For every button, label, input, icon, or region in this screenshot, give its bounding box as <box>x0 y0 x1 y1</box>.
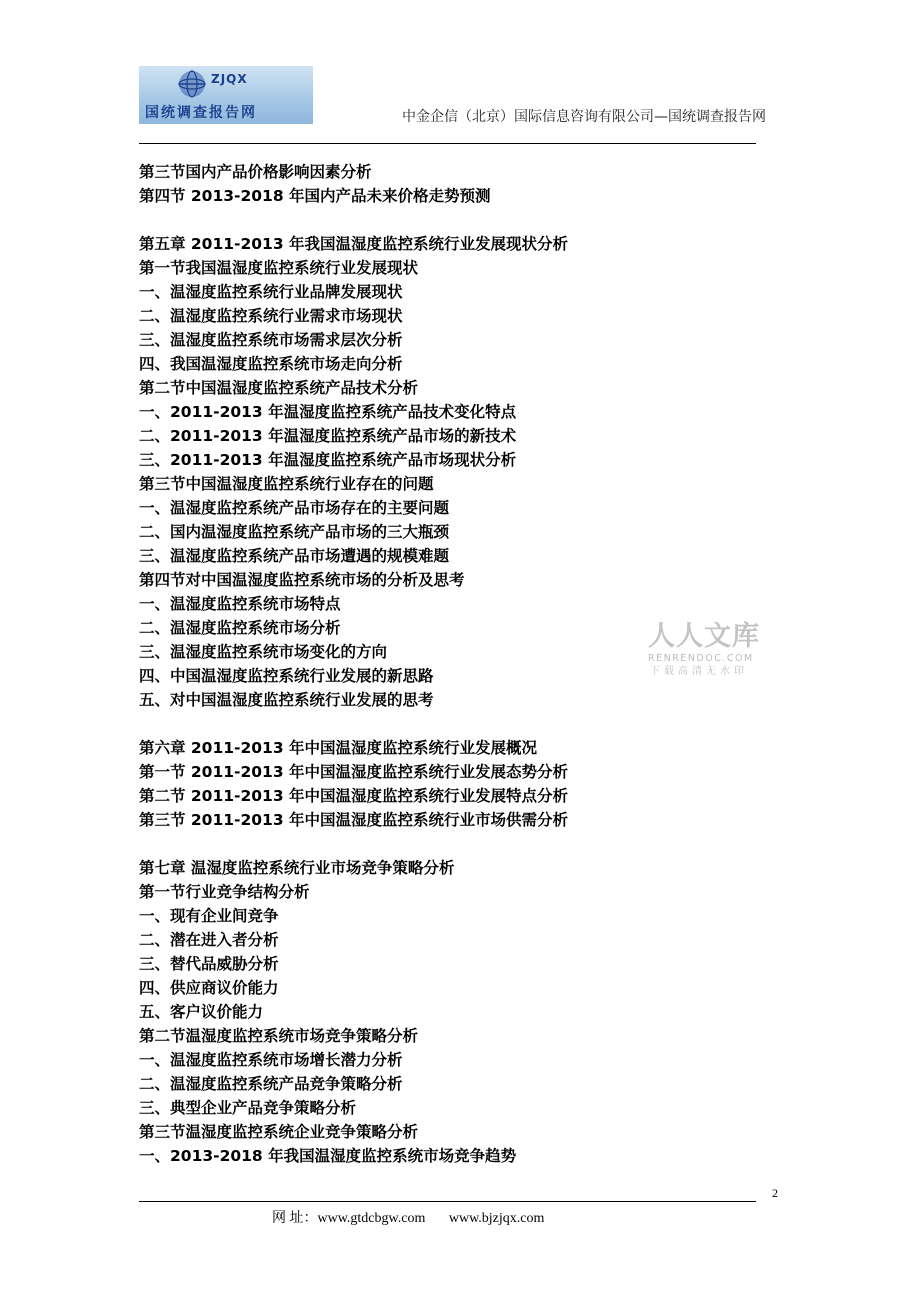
site-logo <box>139 66 313 124</box>
toc-line: 二、温湿度监控系统行业需求市场现状 <box>139 307 403 325</box>
toc-line: 一、现有企业间竞争 <box>139 907 279 925</box>
logo-tag: ZJQX <box>211 72 248 86</box>
toc-line: 一、温湿度监控系统市场增长潜力分析 <box>139 1051 403 1069</box>
toc-line: 四、中国温湿度监控系统行业发展的新思路 <box>139 667 434 685</box>
blank-line <box>139 832 759 856</box>
toc-line: 二、温湿度监控系统市场分析 <box>139 619 341 637</box>
watermark-title: 人人文库 <box>648 621 760 652</box>
toc-line: 第二节 2011-2013 年中国温湿度监控系统行业发展特点分析 <box>139 787 569 805</box>
globe-icon <box>177 69 207 99</box>
toc-line: 第六章 2011-2013 年中国温湿度监控系统行业发展概况 <box>139 739 538 757</box>
toc-line: 第七章 温湿度监控系统行业市场竞争策略分析 <box>139 859 455 877</box>
footer-website-2[interactable]: www.bjzjqx.com <box>448 1211 545 1226</box>
toc-line: 第三节温湿度监控系统企业竞争策略分析 <box>139 1123 419 1141</box>
blank-line <box>139 712 759 736</box>
footer-website[interactable]: 网 址：www.gtdcbgw.com <box>272 1211 426 1226</box>
watermark-slogan: 下载高清无水印 <box>650 666 748 677</box>
watermark-domain: RENRENDOC.COM <box>648 653 754 664</box>
blank-line <box>139 208 759 232</box>
header-company: 中金企信（北京）国际信息咨询有限公司—国统调查报告网 <box>402 109 766 125</box>
footer-divider <box>139 1201 756 1202</box>
toc-line: 一、2011-2013 年温湿度监控系统产品技术变化特点 <box>139 403 517 421</box>
toc-line: 第一节 2011-2013 年中国温湿度监控系统行业发展态势分析 <box>139 763 569 781</box>
header-divider <box>139 143 756 144</box>
toc-line: 第二节中国温湿度监控系统产品技术分析 <box>139 379 419 397</box>
toc-line: 一、温湿度监控系统产品市场存在的主要问题 <box>139 499 450 517</box>
toc-line: 第二节温湿度监控系统市场竞争策略分析 <box>139 1027 419 1045</box>
toc-line: 四、供应商议价能力 <box>139 979 279 997</box>
toc-line: 一、温湿度监控系统行业品牌发展现状 <box>139 283 403 301</box>
toc-line: 第三节中国温湿度监控系统行业存在的问题 <box>139 475 434 493</box>
page-number: 2 <box>772 1186 778 1200</box>
toc-line: 二、温湿度监控系统产品竞争策略分析 <box>139 1075 403 1093</box>
toc-line: 一、温湿度监控系统市场特点 <box>139 595 341 613</box>
toc-line: 第一节我国温湿度监控系统行业发展现状 <box>139 259 419 277</box>
toc-line: 第四节对中国温湿度监控系统市场的分析及思考 <box>139 571 465 589</box>
toc-line: 三、温湿度监控系统市场变化的方向 <box>139 643 388 661</box>
toc-line: 二、潜在进入者分析 <box>139 931 279 949</box>
toc-line: 第五章 2011-2013 年我国温湿度监控系统行业发展现状分析 <box>139 235 569 253</box>
toc-line: 二、2011-2013 年温湿度监控系统产品市场的新技术 <box>139 427 517 445</box>
toc-line: 五、对中国温湿度监控系统行业发展的思考 <box>139 691 434 709</box>
toc-line: 二、国内温湿度监控系统产品市场的三大瓶颈 <box>139 523 450 541</box>
toc-line: 第一节行业竞争结构分析 <box>139 883 310 901</box>
toc-line: 三、温湿度监控系统市场需求层次分析 <box>139 331 403 349</box>
toc-line: 一、2013-2018 年我国温湿度监控系统市场竞争趋势 <box>139 1147 517 1165</box>
toc-line: 三、温湿度监控系统产品市场遭遇的规模难题 <box>139 547 450 565</box>
toc-line: 三、2011-2013 年温湿度监控系统产品市场现状分析 <box>139 451 517 469</box>
toc-line: 五、客户议价能力 <box>139 1003 264 1021</box>
toc-line: 三、替代品威胁分析 <box>139 955 279 973</box>
toc-line: 第四节 2013-2018 年国内产品未来价格走势预测 <box>139 187 491 205</box>
logo-name: 国统调查报告网 <box>145 105 257 121</box>
toc-line: 第三节 2011-2013 年中国温湿度监控系统行业市场供需分析 <box>139 811 569 829</box>
toc-line: 三、典型企业产品竞争策略分析 <box>139 1099 357 1117</box>
toc-line: 四、我国温湿度监控系统市场走向分析 <box>139 355 403 373</box>
footer <box>272 1207 564 1227</box>
toc-line: 第三节国内产品价格影响因素分析 <box>139 163 372 181</box>
watermark <box>648 622 772 684</box>
